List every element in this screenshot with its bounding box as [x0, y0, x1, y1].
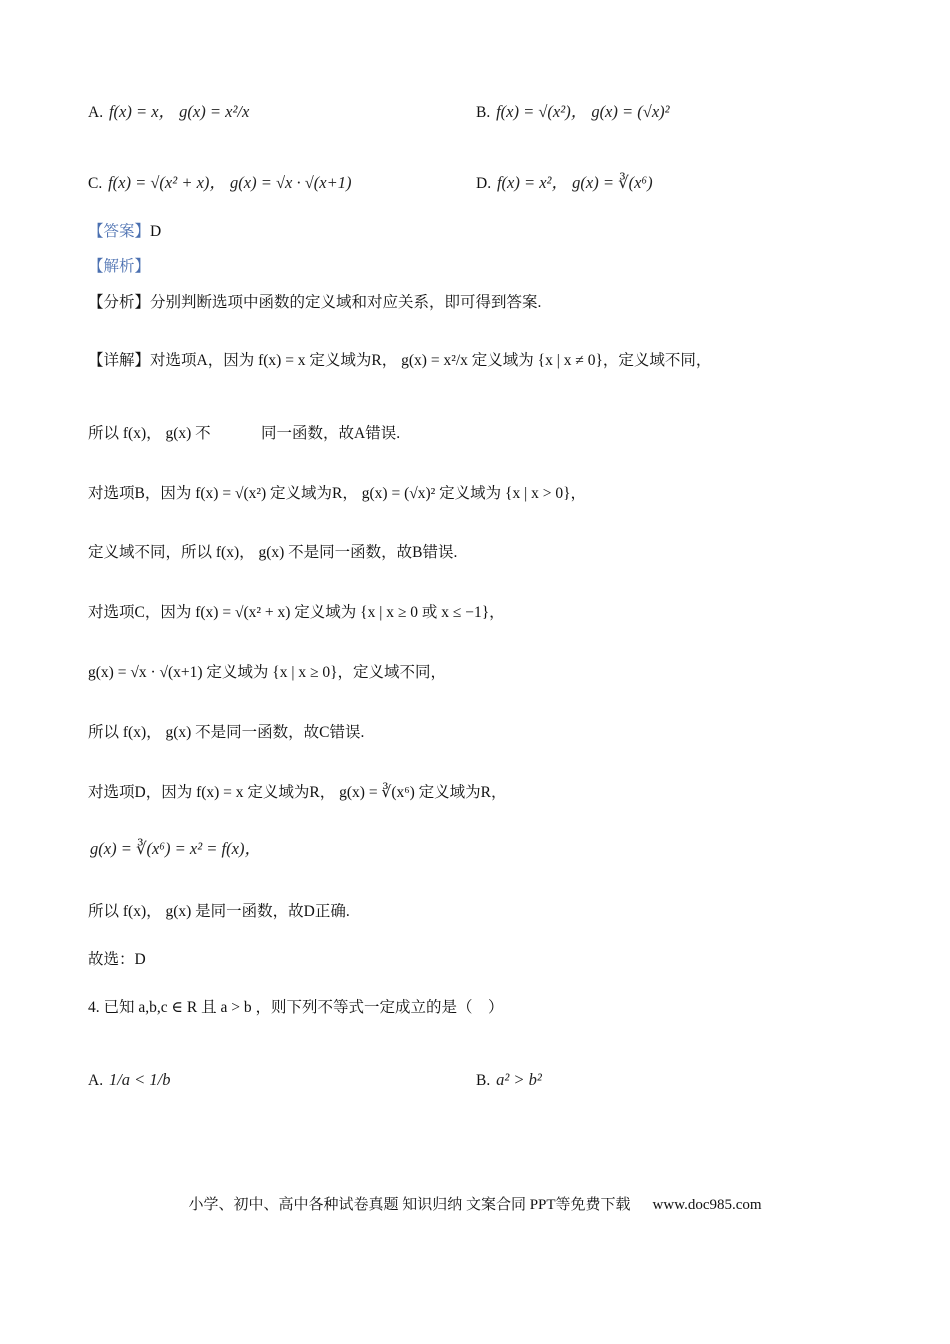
detail-line-8	[88, 785, 507, 801]
detail-text: 对选项C，因为 f(x) = √(x² + x) 定义域为 {x | x ≥ 0 或 x ≤ −1}，	[88, 604, 505, 621]
option-math: f(x) = x²， g(x) = ∛(x⁶)	[496, 173, 653, 192]
analysis-tag: 【解析】	[88, 258, 151, 275]
footer-text: 小学、初中、高中各种试卷真题 知识归纳 文案合同 PPT等免费下载	[188, 1197, 631, 1213]
option-a	[88, 104, 251, 121]
detail-line-3	[88, 486, 586, 502]
detail-text: 故选：D	[88, 951, 146, 968]
detail-text: 对选项B，因为 f(x) = √(x²) 定义域为R， g(x) = (√x)² 定义域为 {x | x > 0}，	[88, 485, 587, 502]
detail-line-10	[88, 904, 350, 920]
detail-line-5	[88, 605, 505, 621]
analysis-line	[88, 259, 150, 275]
option-label: A.	[88, 1072, 104, 1089]
option-d	[476, 175, 655, 192]
question-4	[88, 1000, 503, 1016]
option-label: B.	[476, 104, 491, 121]
option-c	[88, 175, 353, 192]
option-label: D.	[476, 175, 492, 192]
detail-text: g(x) = √x · √(x+1) 定义域为 {x | x ≥ 0}，定义域不同，	[88, 664, 447, 681]
detail-text: 对选项D，因为 f(x) = x 定义域为R， g(x) = ∛(x⁶) 定义域为R，	[88, 784, 507, 801]
option-math: f(x) = x， g(x) = x²/x	[108, 102, 250, 121]
option-label: B.	[476, 1072, 491, 1089]
q4-option-b	[476, 1072, 544, 1089]
detail-line-2	[88, 426, 400, 442]
detail-line-9	[88, 841, 263, 858]
detail-text: 所以 f(x)， g(x) 不是同一函数，故C错误.	[88, 724, 365, 741]
option-math: 1/a < 1/b	[108, 1070, 171, 1089]
footer-url[interactable]: www.doc985.com	[652, 1197, 762, 1213]
answer-tag: 【答案】	[88, 223, 151, 240]
q4-option-a	[88, 1072, 173, 1089]
option-b	[476, 104, 672, 121]
option-label: C.	[88, 175, 103, 192]
question-stem: 4. 已知 a,b,c ∈ R 且 a > b ，则下列不等式一定成立的是（ ）	[88, 999, 504, 1016]
detail-text: 所以 f(x)， g(x) 不 同一函数，故A错误.	[88, 425, 401, 442]
option-math: f(x) = √(x² + x)， g(x) = √x · √(x+1)	[108, 173, 352, 192]
option-math: a² > b²	[496, 1070, 542, 1089]
detail-text: 定义域不同，所以 f(x)， g(x) 不是同一函数，故B错误.	[88, 544, 458, 561]
detail-line-6	[88, 665, 446, 681]
page-footer	[0, 1193, 950, 1214]
xiangjie-tag: 【详解】	[88, 352, 151, 369]
fenxi-tag: 【分析】	[88, 294, 151, 311]
detail-line-7	[88, 725, 364, 741]
answer-value: D	[150, 223, 162, 240]
fenxi-text: 分别判断选项中函数的定义域和对应关系，即可得到答案.	[150, 294, 542, 311]
fenxi-line	[88, 295, 541, 311]
option-math: f(x) = √(x²)， g(x) = (√x)²	[496, 102, 670, 121]
detail-line-1	[88, 353, 711, 369]
detail-line-4	[88, 545, 457, 561]
answer-line	[88, 224, 161, 240]
detail-text: g(x) = ∛(x⁶) = x² = f(x)，	[90, 839, 261, 858]
option-label: A.	[88, 104, 104, 121]
detail-line-11	[88, 952, 146, 968]
detail-text: 所以 f(x)， g(x) 是同一函数，故D正确.	[88, 903, 350, 920]
detail-text: 对选项A，因为 f(x) = x 定义域为R， g(x) = x²/x 定义域为 {x | x ≠ 0}，定义域不同，	[150, 352, 712, 369]
